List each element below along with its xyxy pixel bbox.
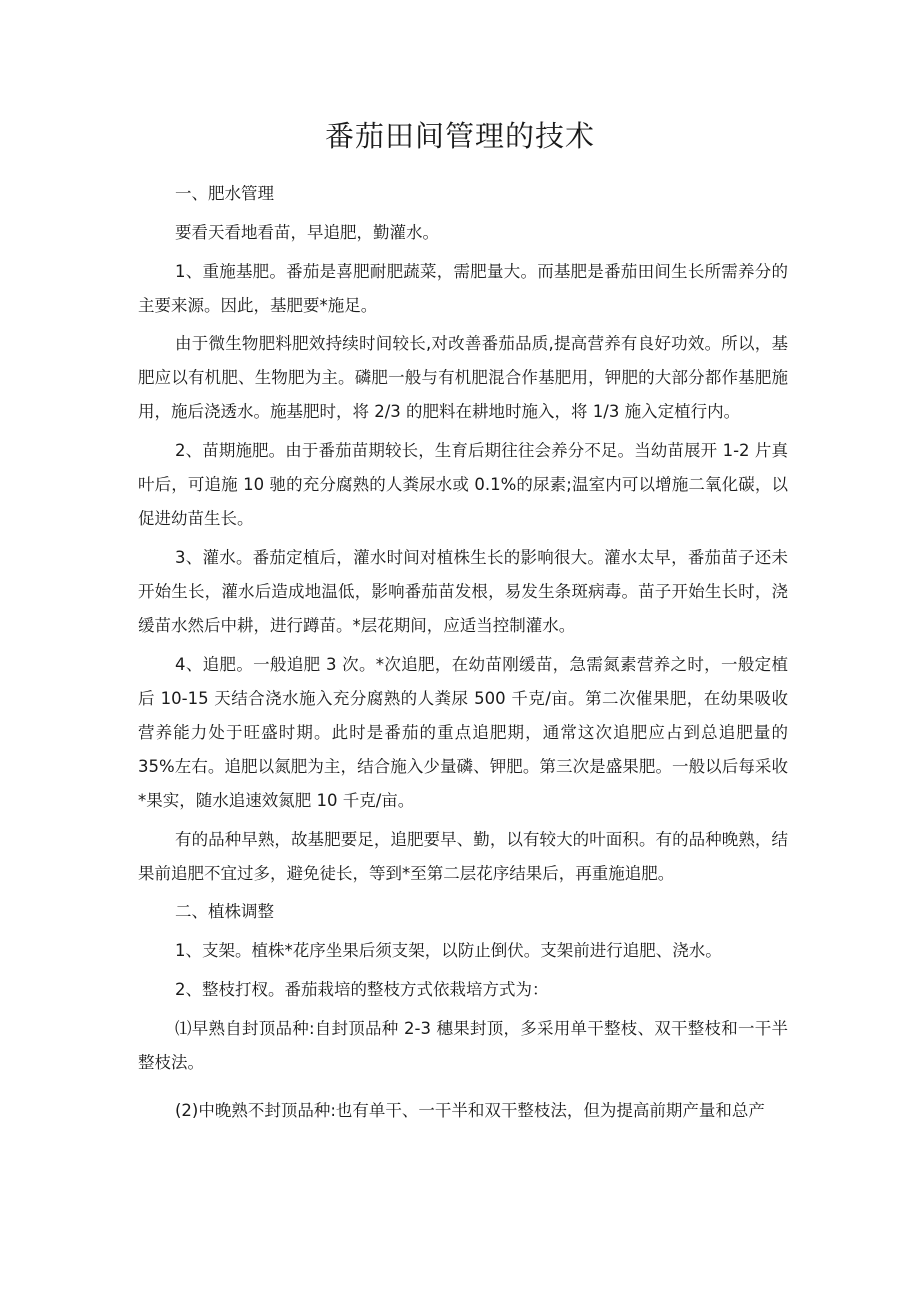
paragraph-late-varieties: (2)中晚熟不封顶品种:也有单干、一干半和双干整枝法，但为提高前期产量和总产 xyxy=(175,1100,765,1120)
section-heading-plant-adjustment: 二、植株调整 xyxy=(175,902,274,922)
page-title: 番茄田间管理的技术 xyxy=(324,119,595,153)
section-heading-water-fertilizer: 一、肥水管理 xyxy=(175,184,274,203)
paragraph-pruning: 2、整枝打杈。番茄栽培的整枝方式依栽培方式为： xyxy=(175,979,549,999)
paragraph-seedling-fertilizer: 2、苗期施肥。由于番茄苗期较长，生育后期往往会养分不足。当幼苗展开 1-2 片真叶后，可追施 10 驰的充分腐熟的人粪尿水或 0.1%的尿素;温室内可以增施二氧化碳，以促进幼苗生长。 xyxy=(138,441,788,529)
paragraph-irrigation: 3、灌水。番茄定植后，灌水时间对植株生长的影响很大。灌水太早，番茄苗子还未开始生长，灌水后造成地温低，影响番茄苗发根，易发生条斑病毒。苗子开始生长时，浇缓苗水然后中耕，进行蹲苗。*层花期间，应适当控制灌水。 xyxy=(138,547,788,635)
paragraph-base-fertilizer: 1、重施基肥。番茄是喜肥耐肥蔬菜，需肥量大。而基肥是番茄田间生长所需养分的主要来源。因此，基肥要*施足。 xyxy=(138,261,788,315)
paragraph-staking: 1、支架。植株*花序坐果后须支架，以防止倒伏。支架前进行追肥、浇水。 xyxy=(175,941,722,961)
paragraph-microbial-fertilizer: 由于微生物肥料肥效持续时间较长,对改善番茄品质,提高营养有良好功效。所以，基肥应以有机肥、生物肥为主。磷肥一般与有机肥混合作基肥用，钾肥的大部分都作基肥施用，施后浇透水。施基肥时，将 2/3 的肥料在耕地时施入，将 1/3 施入定植行内。 xyxy=(138,334,788,422)
paragraph-principle: 要看天看地看苗，早追肥，勤灌水。 xyxy=(175,222,439,242)
paragraph-topdressing: 4、追肥。一般追肥 3 次。*次追肥，在幼苗刚缓苗，急需氮素营养之时，一般定植后 10-15 天结合浇水施入充分腐熟的人粪尿 500 千克/亩。第二次催果肥，在幼果吸收营养能力处于旺盛时期。此时是番茄的重点追肥期，通常这次追肥应占到总追肥量的 35%左右。追肥以氮肥为主，结合施入少量磷、钾肥。第三次是盛果肥。一般以后每采收*果实，随水追速效氮肥 10 千克/亩。 xyxy=(138,654,788,810)
paragraph-variety-notes: 有的品种早熟，故基肥要足，追肥要早、勤，以有较大的叶面积。有的品种晚熟，结果前追肥不宜过多，避免徒长，等到*至第二层花序结果后，再重施追肥。 xyxy=(138,829,788,883)
document-body xyxy=(138,177,788,1128)
paragraph-early-varieties: ⑴早熟自封顶品种:自封顶品种 2-3 穗果封顶，多采用单干整枝、双干整枝和一干半整枝法。 xyxy=(138,1018,788,1072)
